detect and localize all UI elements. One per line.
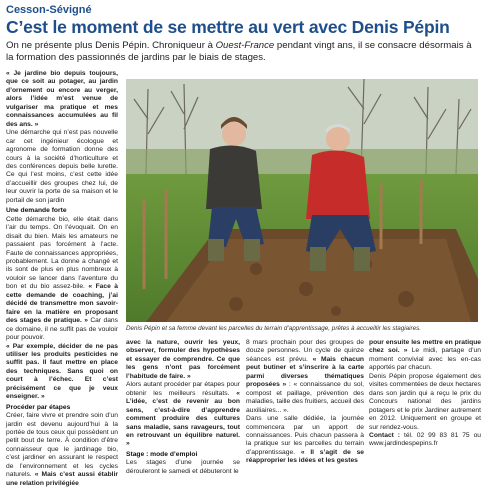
quote-text: « Face à cette demande de coaching, j’ai décidé de transmettre mon savoir-faire en la matière en proposant des stages de pratique. » (6, 283, 118, 325)
body-text: Créer, faire vivre et prendre soin d’un jardin est devenu aujourd’hui à la portée de tous ceux qui possèdent un petit bout de terre. À condition d’être connaisseur que le jardinage bio, c’est jardiner en assurant le respect de l’environnement et les cycles naturels. (6, 412, 118, 479)
article-photo (126, 79, 478, 322)
quote-text: « Mais c’est aussi établir une relation privilégiée (6, 471, 119, 487)
column-1 (6, 70, 118, 488)
body-paragraph (246, 415, 364, 466)
quote-text: « Il s’agit de se réapproprier les idées et les gestes (246, 448, 365, 465)
quote-text: « Mais chacun peut butiner et s’inscrire à la carte parmi diverses thématiques proposées » (246, 355, 365, 389)
contact-label: Contact : (369, 431, 401, 439)
body-text: Cette démarche bio, elle était dans l’air du temps. On l’évoquait. On en disait du bien. Mais les amateurs ne passaient pas forcément à l’acte. Faute de connaissances appropriées, probablement. La donne a changé et ils sont de plus en plus nombreux à vouloir se lancer dans l’aventure du bon et du bio assez-bile. (6, 215, 118, 291)
body-paragraph (246, 339, 364, 415)
body-text: Dans une salle dédiée, la journée commencera par un apport de connaissances. Puis chacun passera à la pratique sur les parcelles du terrain d’apprentissage. (246, 415, 364, 456)
lead-newspaper-name: Ouest-France (215, 40, 275, 51)
body-text: 8 mars prochain pour des groupes de douze personnes. Un cycle de quinze séances est prévu. (246, 339, 364, 363)
lead-text-2: pendant vingt ans, il se consacre désormais à la formation des passionnés de jardins par le biais de stages. (6, 40, 472, 63)
subheading-demand: Une demande forte (6, 207, 67, 215)
body-text: Le midi, partage d’un moment convivial avec les en-cas apportés par chacun. (369, 347, 481, 372)
body-text: Alors autant procéder par étapes pour obtenir les meilleurs résultats. (126, 381, 240, 397)
quote-text: « L’idée, c’est de revenir au bon sens, c’est-à-dire d’apprendre comment produire des cultures sans maladie, sans ravageurs, tout en retrouvant un équilibre naturel. » (126, 389, 240, 448)
body-text: : « connaissance du sol, compost et paillage, prévention des maladies, taille des fruitiers, accueil des auxiliaires... ». (246, 381, 364, 414)
quote-paragraph: « Je jardine bio depuis toujours, que ce soit au potager, au jardin d’ornement ou encore au verger, alors l’idée m’est venue de vulgariser ma pratique et mes connaissances accumulées au fil des ans. » (6, 70, 118, 128)
body-text: Car dans ce domaine, il ne suffit pas de vouloir pour pouvoir. (6, 317, 118, 342)
quote-paragraph: « Par exemple, décider de ne pas utiliser les produits pesticides ne suffit pas. Il faut mettre en place des techniques. Sans quoi on court à l’échec. Et c’est précisément ce que je veux enseigner. » (6, 342, 118, 401)
quote-text: pour ensuite les mettre en pratique chez soi. » (369, 339, 481, 355)
subheading-steps: Procéder par étapes (6, 403, 71, 411)
subheading-stage: Stage : mode d’emploi (126, 450, 198, 458)
quote-paragraph: avec la nature, ouvrir les yeux, observer, formuler des hypothèses et essayer de comprendre. Ce que les gens n’ont pas forcément l’habitude de faire. » (126, 339, 240, 380)
article-kicker: Cesson-Sévigné (6, 4, 92, 16)
body-paragraph (369, 339, 481, 373)
photo-caption: Denis Pépin et sa femme devant les parcelles du terrain d’apprentissage, prêtes à accueillir les stagiaires. (126, 325, 422, 332)
contact-text: tél. 02 99 83 81 75 ou www.jardindespepins.fr (369, 431, 482, 448)
body-paragraph: Les stages d’une journée se dérouleront le samedi et débuteront le (126, 459, 240, 475)
article-headline: C’est le moment de se mettre au vert avec Denis Pépin (6, 17, 450, 37)
article-lead (6, 40, 481, 64)
column-2 (126, 339, 240, 476)
column-4 (369, 339, 481, 449)
contact-paragraph (369, 432, 481, 449)
lead-text-1: On ne présente plus Denis Pépin. Chroniqueur à (6, 40, 216, 51)
body-paragraph (6, 216, 118, 343)
body-paragraph (6, 412, 118, 488)
body-paragraph: Une démarche qui n’est pas nouvelle car cet ingénieur écologue et agronome de formation donne des cours à la société d’horticulture et des conférences depuis belle lurette. Ce qui l’est moins, c’est cette idée d’accueillir des groupes chez lui, de leur ouvrir la porte de sa maison et le portail de son jardin (6, 129, 118, 204)
column-3 (246, 339, 364, 466)
body-paragraph: Denis Pépin propose également des visites commentées de deux hectares dans son jardin qui a reçu le prix du Concours national des jardins potagers et le prix Jardiner autrement en 2012. Uniquement en groupe et sur rendez-vous. (369, 372, 481, 431)
body-paragraph (126, 381, 240, 449)
